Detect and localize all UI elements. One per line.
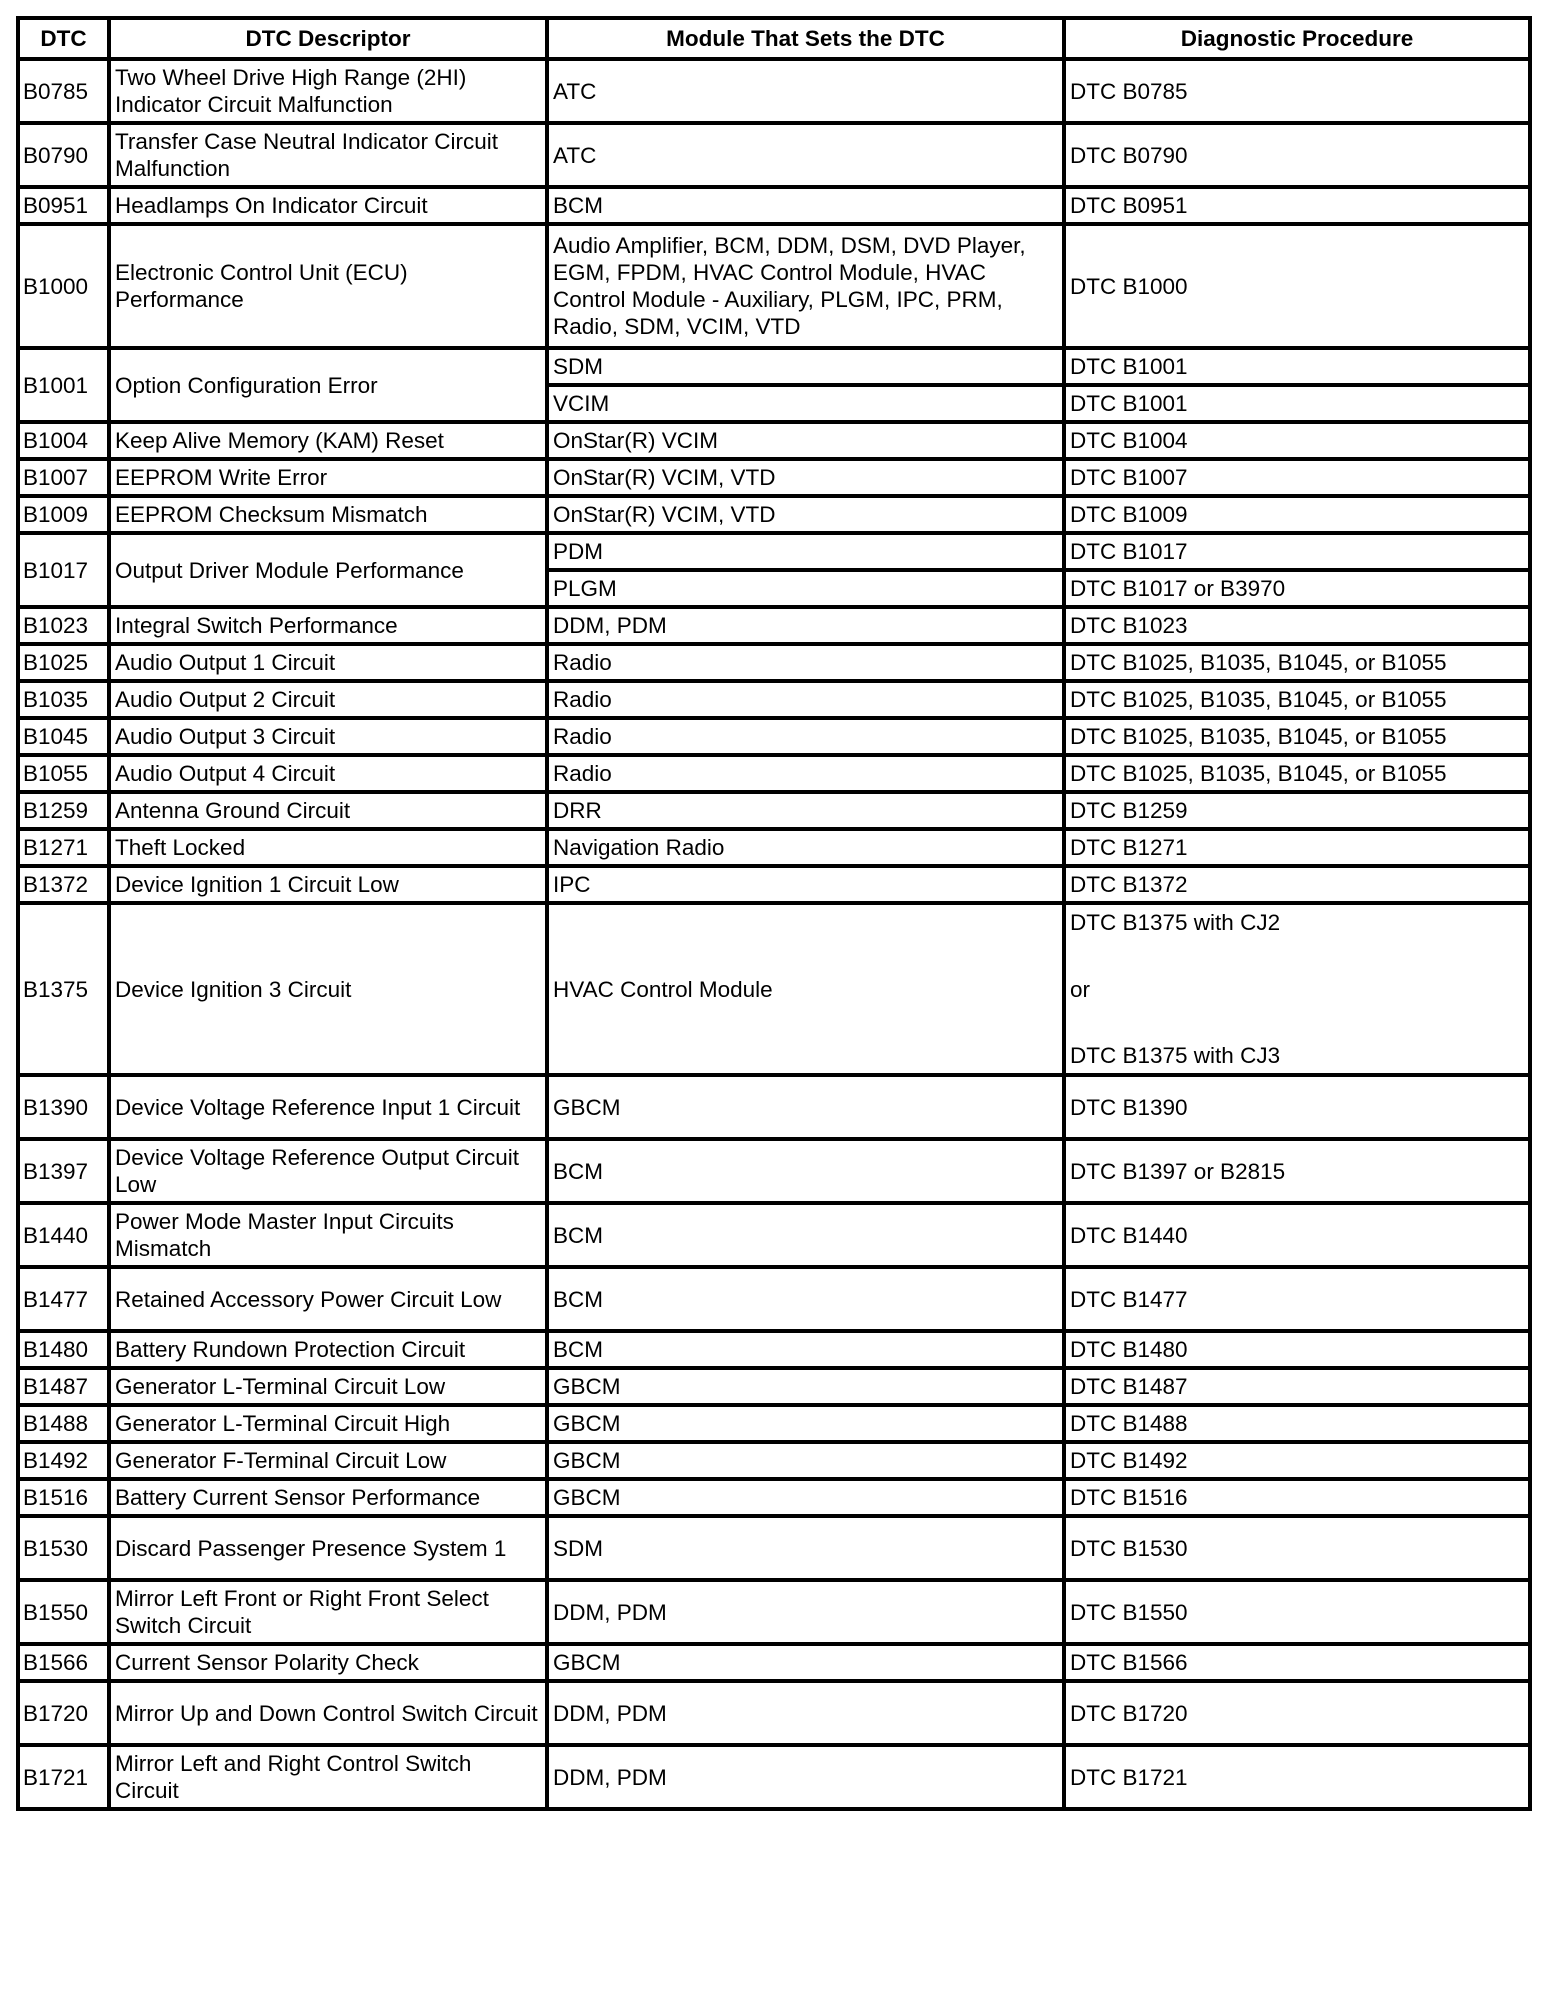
module-name: VCIM: [547, 385, 1064, 422]
module-name: ATC: [547, 59, 1064, 123]
dtc-descriptor: Antenna Ground Circuit: [109, 792, 547, 829]
dtc-code: B1720: [18, 1681, 109, 1745]
dtc-code: B1375: [18, 903, 109, 1075]
module-name: OnStar(R) VCIM, VTD: [547, 459, 1064, 496]
dtc-code: B1055: [18, 755, 109, 792]
dtc-descriptor: Theft Locked: [109, 829, 547, 866]
module-name: GBCM: [547, 1442, 1064, 1479]
header-dtc: DTC: [18, 18, 109, 59]
dtc-code: B0790: [18, 123, 109, 187]
diagnostic-procedure-link[interactable]: DTC B1375 with CJ2: [1070, 910, 1281, 935]
diagnostic-procedure-link[interactable]: DTC B1025, B1035, B1045, or B1055: [1064, 644, 1530, 681]
module-name: BCM: [547, 187, 1064, 224]
diagnostic-procedure-link[interactable]: DTC B1516: [1064, 1479, 1530, 1516]
diagnostic-procedure-link[interactable]: DTC B1480: [1064, 1331, 1530, 1368]
module-name: DDM, PDM: [547, 1745, 1064, 1809]
dtc-code: B1530: [18, 1516, 109, 1580]
diagnostic-procedure-link[interactable]: DTC B1004: [1064, 422, 1530, 459]
diagnostic-procedure-link[interactable]: DTC B1023: [1064, 607, 1530, 644]
dtc-descriptor: Mirror Left and Right Control Switch Circuit: [109, 1745, 547, 1809]
dtc-code: B1721: [18, 1745, 109, 1809]
diagnostic-procedure-link[interactable]: DTC B1477: [1064, 1267, 1530, 1331]
dtc-descriptor: Retained Accessory Power Circuit Low: [109, 1267, 547, 1331]
table-row: [18, 1644, 1530, 1681]
dtc-code: B1259: [18, 792, 109, 829]
dtc-descriptor: Mirror Left Front or Right Front Select Switch Circuit: [109, 1580, 547, 1644]
module-name: Navigation Radio: [547, 829, 1064, 866]
table-row: [18, 1516, 1530, 1580]
dtc-table-container: [16, 16, 1532, 1811]
dtc-code: B1550: [18, 1580, 109, 1644]
dtc-descriptor: Two Wheel Drive High Range (2HI) Indicator Circuit Malfunction: [109, 59, 547, 123]
dtc-descriptor: Audio Output 1 Circuit: [109, 644, 547, 681]
diagnostic-procedure-link[interactable]: DTC B1009: [1064, 496, 1530, 533]
table-row: [18, 1368, 1530, 1405]
module-name: IPC: [547, 866, 1064, 903]
diagnostic-procedure-link[interactable]: DTC B1720: [1064, 1681, 1530, 1745]
dtc-descriptor: Battery Rundown Protection Circuit: [109, 1331, 547, 1368]
diagnostic-procedure-link[interactable]: DTC B1271: [1064, 829, 1530, 866]
module-name: Audio Amplifier, BCM, DDM, DSM, DVD Player, EGM, FPDM, HVAC Control Module, HVAC Control Module - Auxiliary, PLGM, IPC, PRM, Radio, SDM, VCIM, VTD: [547, 224, 1064, 348]
module-name: GBCM: [547, 1405, 1064, 1442]
table-row: [18, 792, 1530, 829]
diagnostic-procedure-link[interactable]: DTC B0790: [1064, 123, 1530, 187]
table-row: [18, 1405, 1530, 1442]
module-name: GBCM: [547, 1368, 1064, 1405]
module-name: DRR: [547, 792, 1064, 829]
dtc-code: B1004: [18, 422, 109, 459]
dtc-descriptor: Device Ignition 3 Circuit: [109, 903, 547, 1075]
header-procedure: Diagnostic Procedure: [1064, 18, 1530, 59]
table-row: [18, 224, 1530, 348]
table-header-row: [18, 18, 1530, 59]
dtc-descriptor: Battery Current Sensor Performance: [109, 1479, 547, 1516]
module-name: SDM: [547, 348, 1064, 385]
module-name: GBCM: [547, 1479, 1064, 1516]
dtc-code: B1440: [18, 1203, 109, 1267]
diagnostic-procedure-link[interactable]: DTC B1488: [1064, 1405, 1530, 1442]
table-row: [18, 533, 1530, 570]
table-row: [18, 1331, 1530, 1368]
module-name: GBCM: [547, 1075, 1064, 1139]
table-row: [18, 1745, 1530, 1809]
module-name: Radio: [547, 718, 1064, 755]
procedure-separator: or: [1070, 976, 1091, 1002]
dtc-code: B1480: [18, 1331, 109, 1368]
dtc-code: B1271: [18, 829, 109, 866]
dtc-descriptor: Electronic Control Unit (ECU) Performance: [109, 224, 547, 348]
diagnostic-procedure-link[interactable]: DTC B1017: [1064, 533, 1530, 570]
module-name: Radio: [547, 681, 1064, 718]
header-descriptor: DTC Descriptor: [109, 18, 547, 59]
dtc-code: B1372: [18, 866, 109, 903]
table-row: [18, 187, 1530, 224]
dtc-code: B1023: [18, 607, 109, 644]
module-name: BCM: [547, 1139, 1064, 1203]
table-row: [18, 422, 1530, 459]
dtc-descriptor: Generator L-Terminal Circuit High: [109, 1405, 547, 1442]
module-name: BCM: [547, 1331, 1064, 1368]
module-name: Radio: [547, 755, 1064, 792]
table-row: [18, 1442, 1530, 1479]
dtc-code: B1566: [18, 1644, 109, 1681]
table-row: [18, 718, 1530, 755]
table-row: [18, 59, 1530, 123]
diagnostic-procedure-link[interactable]: DTC B1492: [1064, 1442, 1530, 1479]
dtc-descriptor: EEPROM Write Error: [109, 459, 547, 496]
diagnostic-procedure-link[interactable]: DTC B1007: [1064, 459, 1530, 496]
dtc-descriptor: Mirror Up and Down Control Switch Circuit: [109, 1681, 547, 1745]
table-row: [18, 1139, 1530, 1203]
dtc-descriptor: EEPROM Checksum Mismatch: [109, 496, 547, 533]
dtc-code: B1009: [18, 496, 109, 533]
module-name: BCM: [547, 1203, 1064, 1267]
dtc-descriptor: Discard Passenger Presence System 1: [109, 1516, 547, 1580]
module-name: PLGM: [547, 570, 1064, 607]
table-row: [18, 348, 1530, 385]
diagnostic-procedure-link[interactable]: DTC B1001: [1064, 348, 1530, 385]
diagnostic-procedure-link[interactable]: DTC B0951: [1064, 187, 1530, 224]
diagnostic-procedure-link[interactable]: DTC B1001: [1064, 385, 1530, 422]
dtc-descriptor: Transfer Case Neutral Indicator Circuit Malfunction: [109, 123, 547, 187]
dtc-descriptor: Audio Output 4 Circuit: [109, 755, 547, 792]
diagnostic-procedure-link[interactable]: DTC B1017 or B3970: [1064, 570, 1530, 607]
dtc-code: B1001: [18, 348, 109, 422]
dtc-descriptor: Generator F-Terminal Circuit Low: [109, 1442, 547, 1479]
dtc-code: B1000: [18, 224, 109, 348]
diagnostic-procedure-link[interactable]: DTC B1000: [1064, 224, 1530, 348]
diagnostic-procedure-link[interactable]: DTC B1025, B1035, B1045, or B1055: [1064, 755, 1530, 792]
table-row: [18, 755, 1530, 792]
module-name: ATC: [547, 123, 1064, 187]
table-row: [18, 903, 1530, 1075]
table-row: [18, 459, 1530, 496]
dtc-code: B1390: [18, 1075, 109, 1139]
dtc-descriptor: Headlamps On Indicator Circuit: [109, 187, 547, 224]
dtc-descriptor: Option Configuration Error: [109, 348, 547, 422]
table-row: [18, 123, 1530, 187]
dtc-code: B0951: [18, 187, 109, 224]
diagnostic-procedure-link[interactable]: DTC B1550: [1064, 1580, 1530, 1644]
table-row: [18, 1075, 1530, 1139]
dtc-table: [16, 16, 1532, 1811]
dtc-code: B1516: [18, 1479, 109, 1516]
diagnostic-procedure-link[interactable]: DTC B1025, B1035, B1045, or B1055: [1064, 681, 1530, 718]
diagnostic-procedure-link[interactable]: DTC B1372: [1064, 866, 1530, 903]
dtc-descriptor: Audio Output 2 Circuit: [109, 681, 547, 718]
table-row: [18, 829, 1530, 866]
dtc-descriptor: Output Driver Module Performance: [109, 533, 547, 607]
dtc-descriptor: Power Mode Master Input Circuits Mismatch: [109, 1203, 547, 1267]
diagnostic-procedure-link[interactable]: DTC B1530: [1064, 1516, 1530, 1580]
dtc-code: B1035: [18, 681, 109, 718]
dtc-descriptor: Integral Switch Performance: [109, 607, 547, 644]
dtc-code: B1025: [18, 644, 109, 681]
dtc-descriptor: Device Ignition 1 Circuit Low: [109, 866, 547, 903]
diagnostic-procedure-link[interactable]: DTC B1397 or B2815: [1064, 1139, 1530, 1203]
dtc-code: B1487: [18, 1368, 109, 1405]
table-row: [18, 681, 1530, 718]
module-name: DDM, PDM: [547, 1580, 1064, 1644]
module-name: DDM, PDM: [547, 1681, 1064, 1745]
dtc-code: B1007: [18, 459, 109, 496]
dtc-descriptor: Generator L-Terminal Circuit Low: [109, 1368, 547, 1405]
dtc-descriptor: Device Voltage Reference Output Circuit Low: [109, 1139, 547, 1203]
module-name: OnStar(R) VCIM: [547, 422, 1064, 459]
dtc-descriptor: Keep Alive Memory (KAM) Reset: [109, 422, 547, 459]
table-row: [18, 1681, 1530, 1745]
dtc-descriptor: Audio Output 3 Circuit: [109, 718, 547, 755]
dtc-code: B1017: [18, 533, 109, 607]
dtc-code: B1045: [18, 718, 109, 755]
module-name: PDM: [547, 533, 1064, 570]
header-module: Module That Sets the DTC: [547, 18, 1064, 59]
diagnostic-procedure-link[interactable]: DTC B1025, B1035, B1045, or B1055: [1064, 718, 1530, 755]
module-name: DDM, PDM: [547, 607, 1064, 644]
diagnostic-procedure-cell: [1064, 903, 1530, 1075]
table-row: [18, 1479, 1530, 1516]
dtc-code: B1488: [18, 1405, 109, 1442]
diagnostic-procedure-link[interactable]: DTC B1721: [1064, 1745, 1530, 1809]
module-name: SDM: [547, 1516, 1064, 1580]
module-name: HVAC Control Module: [547, 903, 1064, 1075]
module-name: OnStar(R) VCIM, VTD: [547, 496, 1064, 533]
diagnostic-procedure-link[interactable]: DTC B1390: [1064, 1075, 1530, 1139]
table-row: [18, 1267, 1530, 1331]
dtc-descriptor: Current Sensor Polarity Check: [109, 1644, 547, 1681]
table-row: [18, 866, 1530, 903]
module-name: GBCM: [547, 1644, 1064, 1681]
diagnostic-procedure-link[interactable]: DTC B1487: [1064, 1368, 1530, 1405]
dtc-code: B1397: [18, 1139, 109, 1203]
module-name: Radio: [547, 644, 1064, 681]
diagnostic-procedure-link[interactable]: DTC B1440: [1064, 1203, 1530, 1267]
module-name: BCM: [547, 1267, 1064, 1331]
table-row: [18, 1203, 1530, 1267]
diagnostic-procedure-link[interactable]: DTC B1259: [1064, 792, 1530, 829]
diagnostic-procedure-link[interactable]: DTC B1566: [1064, 1644, 1530, 1681]
table-row: [18, 607, 1530, 644]
dtc-code: B0785: [18, 59, 109, 123]
diagnostic-procedure-link[interactable]: DTC B1375 with CJ3: [1070, 1043, 1281, 1068]
table-row: [18, 1580, 1530, 1644]
dtc-descriptor: Device Voltage Reference Input 1 Circuit: [109, 1075, 547, 1139]
table-row: [18, 496, 1530, 533]
diagnostic-procedure-link[interactable]: DTC B0785: [1064, 59, 1530, 123]
dtc-code: B1492: [18, 1442, 109, 1479]
dtc-code: B1477: [18, 1267, 109, 1331]
table-row: [18, 644, 1530, 681]
